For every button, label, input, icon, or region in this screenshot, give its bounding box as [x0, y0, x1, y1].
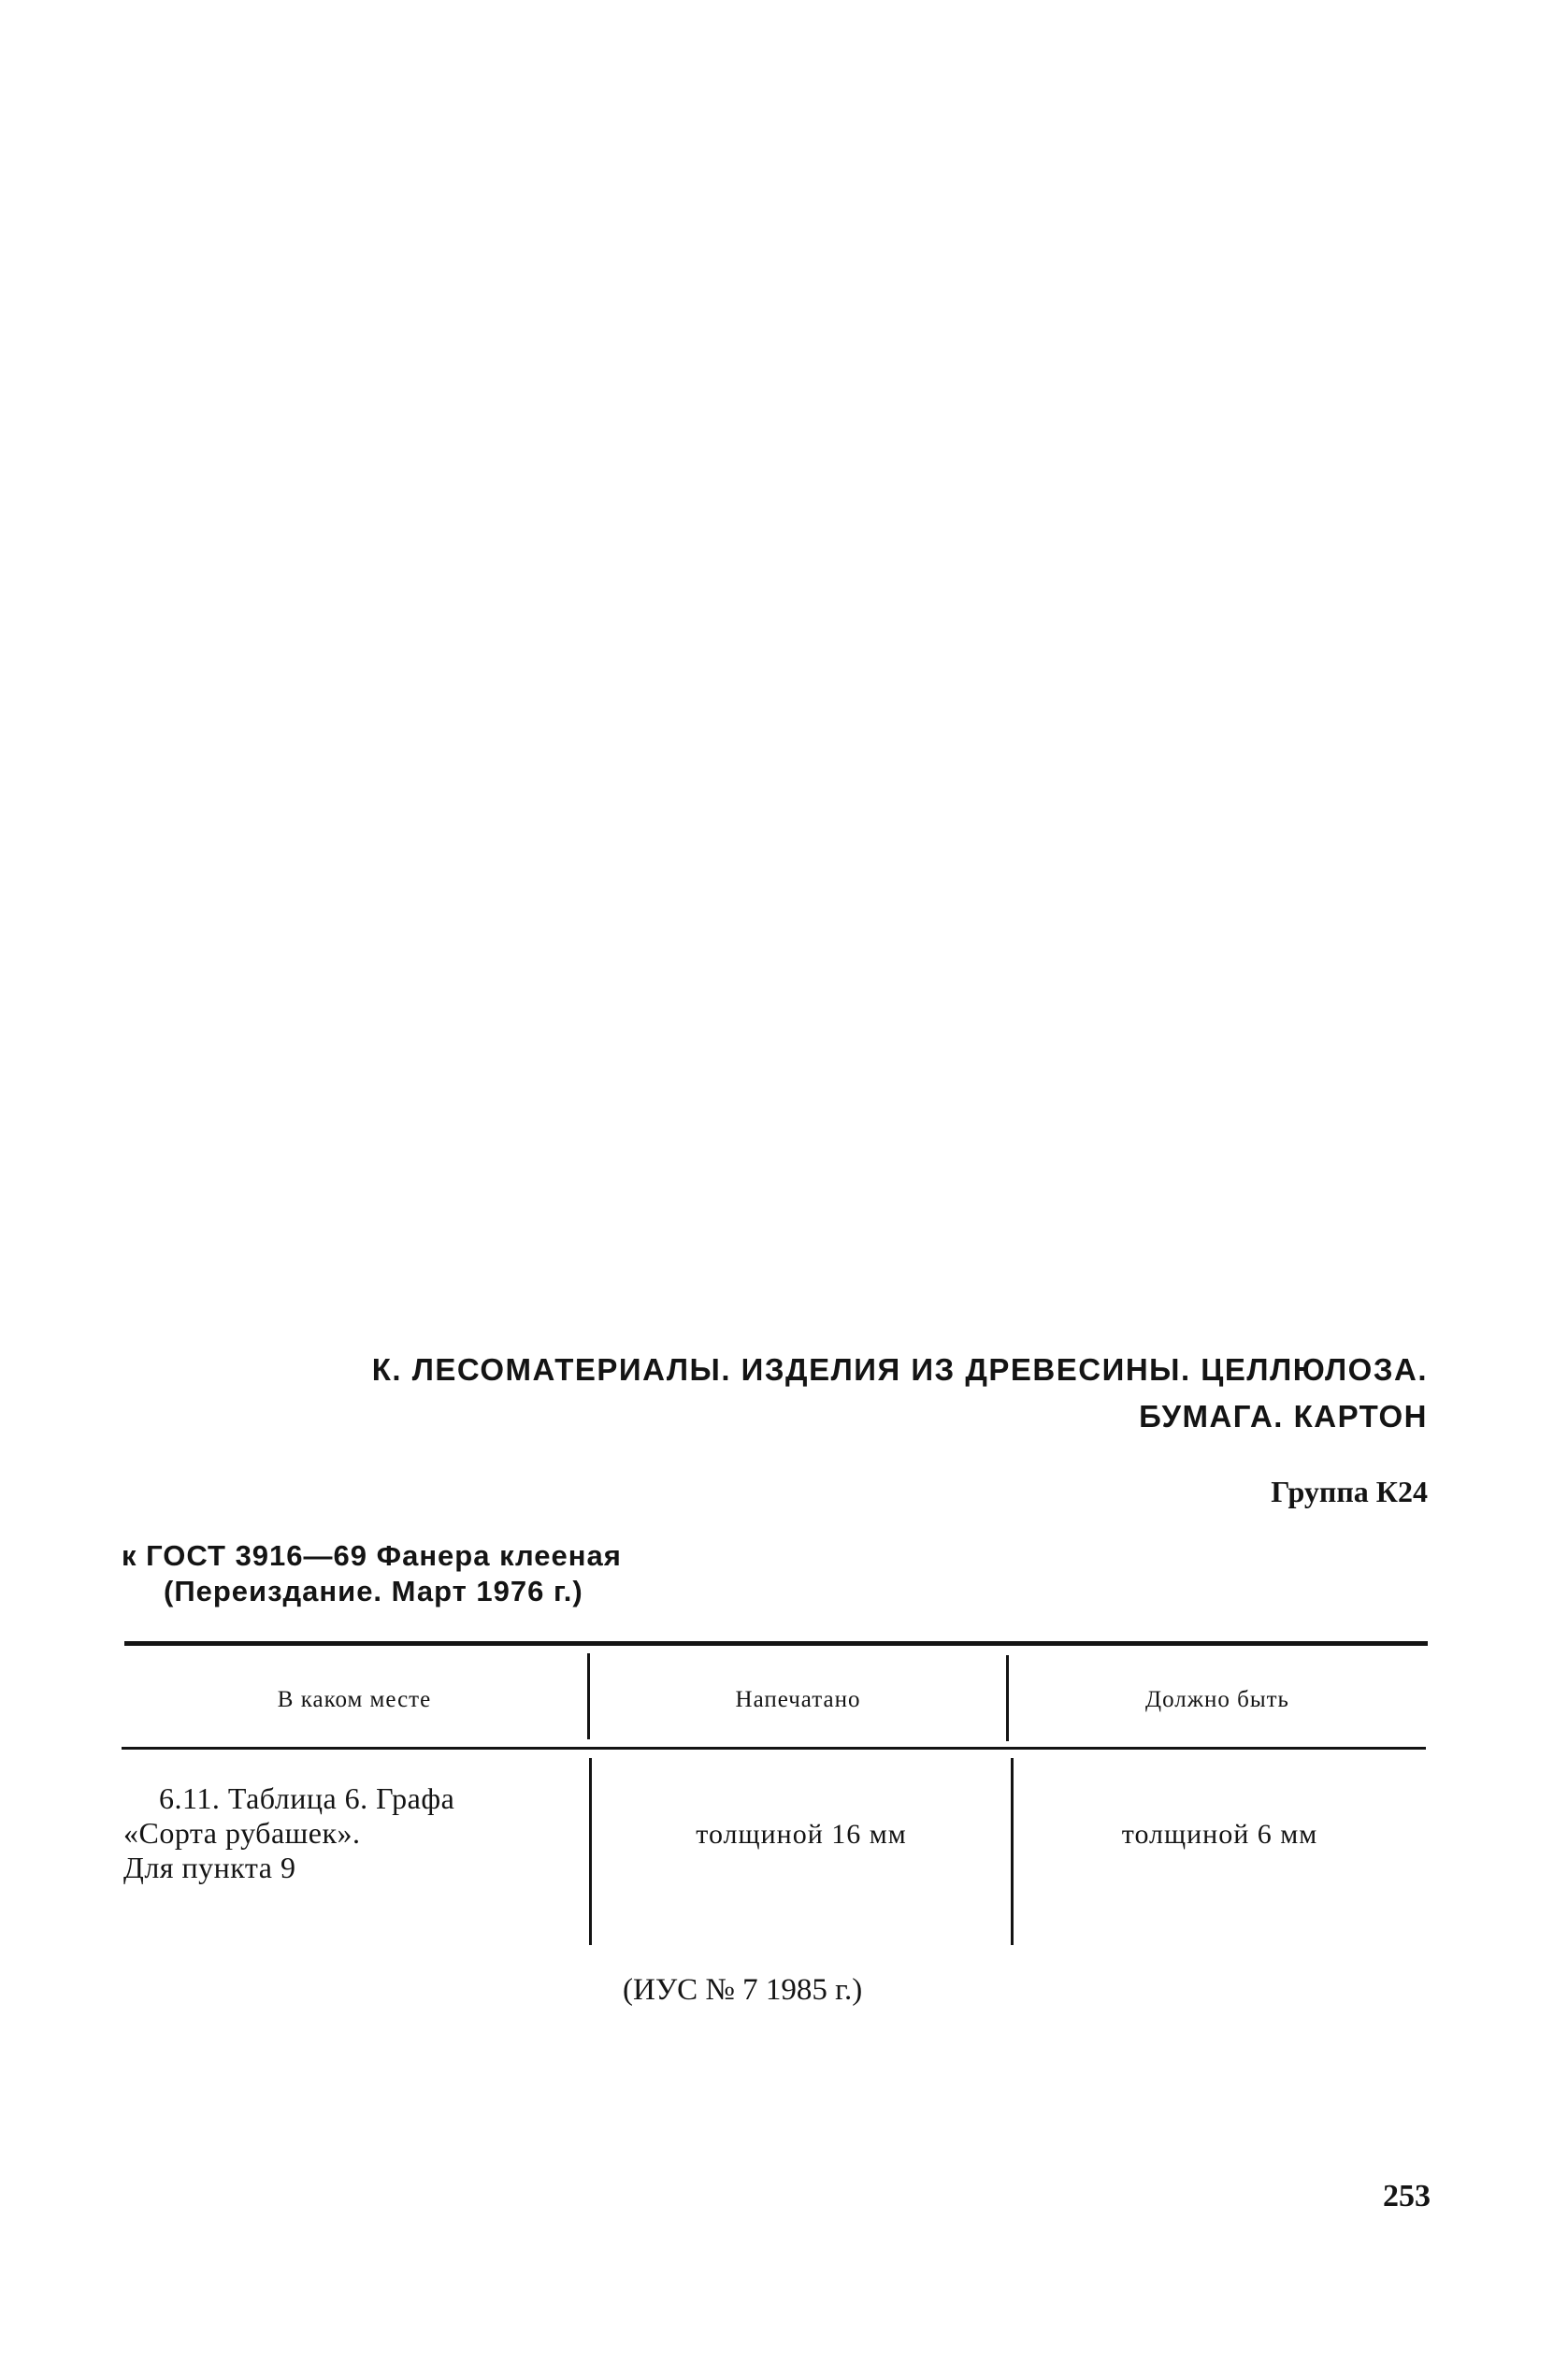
table-header-rule — [122, 1747, 1426, 1750]
table-cell-should-be: толщиной 6 мм — [1121, 1819, 1318, 1850]
table-top-rule — [124, 1641, 1428, 1646]
table-header-place: В каком месте — [277, 1687, 432, 1712]
reissue-note: (Переиздание. Март 1976 г.) — [164, 1575, 583, 1607]
table-cell-printed: толщиной 16 мм — [696, 1819, 907, 1850]
group-label: Группа К24 — [1271, 1475, 1428, 1508]
place-line: «Сорта рубашек». — [123, 1816, 361, 1850]
place-line: Для пункта 9 — [123, 1851, 296, 1884]
page-number: 253 — [1383, 2179, 1431, 2213]
place-line: 6.11. Таблица 6. Графа — [159, 1781, 455, 1815]
ius-footnote: (ИУС № 7 1985 г.) — [623, 1973, 863, 2007]
table-cell-place — [123, 1781, 454, 1885]
table-header-should-be: Должно быть — [1145, 1687, 1289, 1712]
gost-reference: к ГОСТ 3916—69 Фанера клееная — [122, 1539, 622, 1572]
row-column-divider — [589, 1758, 592, 1945]
row-column-divider — [1011, 1758, 1014, 1945]
table-header-printed: Напечатано — [735, 1687, 861, 1712]
section-heading-line-1: К. ЛЕСОМАТЕРИАЛЫ. ИЗДЕЛИЯ ИЗ ДРЕВЕСИНЫ. ЦЕЛЛЮЛОЗА. — [371, 1352, 1428, 1387]
section-heading-line-2: БУМАГА. КАРТОН — [1139, 1399, 1428, 1434]
